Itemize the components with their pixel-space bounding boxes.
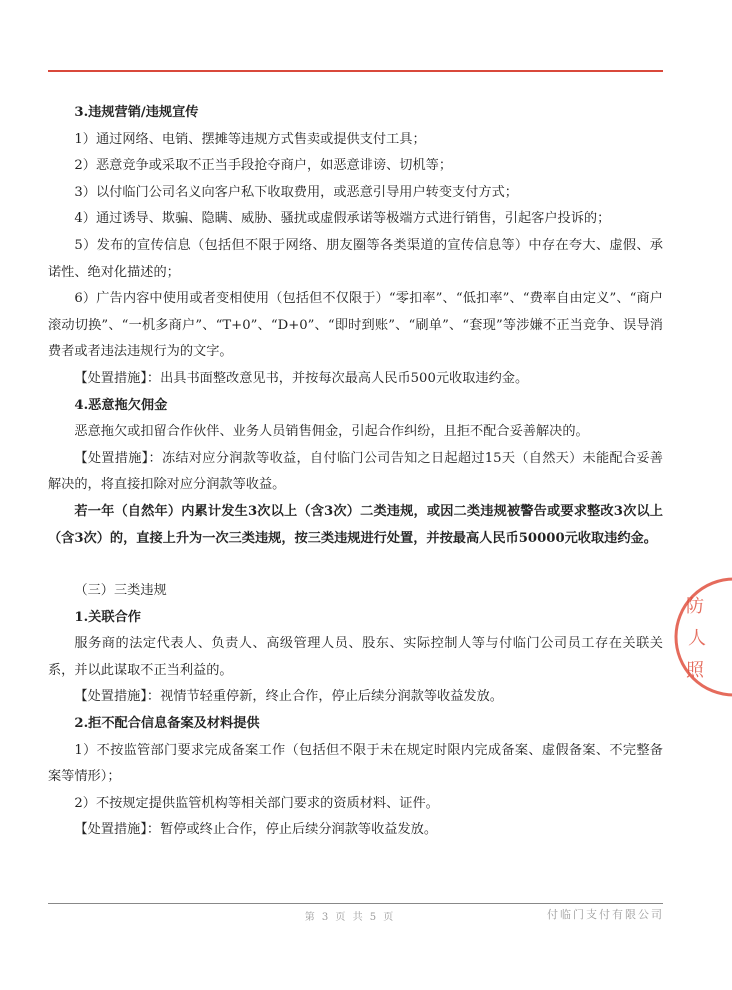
penalty-measure: 【处置措施】：冻结对应分润款等收益，自付临门公司告知之日起超过15天（自然天）未能配合妥善解决的，将直接扣除对应分润款等收益。 [48, 450, 663, 493]
list-item: 2）不按规定提供监管机构等相关部门要求的资质材料、证件。 [74, 795, 439, 811]
list-item: 1）不按监管部门要求完成备案工作（包括但不限于未在规定时限内完成备案、虚假备案、不完整备案等情形）； [48, 742, 663, 785]
document-body [48, 100, 663, 844]
list-item: 1）通过网络、电销、摆摊等违规方式售卖或提供支付工具； [74, 131, 426, 147]
list-item: 2）恶意竞争或采取不正当手段抢夺商户，如恶意诽谤、切机等； [74, 158, 453, 174]
category-heading: （三）三类违规 [74, 583, 167, 599]
section-heading: 4.恶意拖欠佣金 [74, 397, 168, 413]
page-number: 第 3 页 共 5 页 [304, 912, 396, 923]
penalty-measure: 【处置措施】：视情节轻重停新，终止合作，停止后续分润款等收益发放。 [74, 689, 503, 705]
list-item: 5）发布的宣传信息（包括但不限于网络、朋友圈等各类渠道的宣传信息等）中存在夸大、虚假、承诺性、绝对化描述的； [48, 237, 663, 280]
svg-text:防: 防 [686, 596, 704, 617]
escalation-rule: 若一年（自然年）内累计发生3次以上（含3次）二类违规，或因二类违规被警告或要求整改3次以上（含3次）的，直接上升为一次三类违规，按三类违规进行处置，并按最高人民币50000元收取违约金。 [48, 503, 663, 546]
list-item: 3）以付临门公司名义向客户私下收取费用，或恶意引导用户转变支付方式； [74, 184, 518, 200]
footer-rule [48, 903, 663, 904]
section-heading: 3.违规营销/违规宣传 [74, 105, 199, 120]
svg-text:照: 照 [686, 660, 704, 681]
paragraph: 恶意拖欠或扣留合作伙伴、业务人员销售佣金，引起合作纠纷，且拒不配合妥善解决的。 [74, 424, 589, 440]
section-heading: 2.拒不配合信息备案及材料提供 [74, 716, 260, 732]
penalty-measure: 【处置措施】：暂停或终止合作，停止后续分润款等收益发放。 [74, 822, 438, 838]
section-heading: 1.关联合作 [74, 609, 141, 625]
spacer [48, 552, 663, 578]
list-item: 6）广告内容中使用或者变相使用（包括但不仅限于）“零扣率”、“低扣率”、“费率自由定义”、“商户滚动切换”、“一机多商户”、“T+0”、“D+0”、“即时到账”、“刷单”、“套现”等涉嫌不正当竞争、误导消费者或者违法违规行为的文字。 [48, 291, 663, 360]
footer-company-name: 付临门支付有限公司 [547, 908, 664, 921]
svg-text:人: 人 [688, 628, 706, 649]
company-seal [672, 572, 732, 702]
paragraph: 服务商的法定代表人、负责人、高级管理人员、股东、实际控制人等与付临门公司员工存在关联关系，并以此谋取不正当利益的。 [48, 636, 663, 678]
penalty-measure: 【处置措施】：出具书面整改意见书，并按每次最高人民币500元收取违约金。 [74, 370, 529, 386]
header-rule [48, 70, 663, 72]
list-item: 4）通过诱导、欺骗、隐瞒、威胁、骚扰或虚假承诺等极端方式进行销售，引起客户投诉的； [74, 211, 611, 227]
